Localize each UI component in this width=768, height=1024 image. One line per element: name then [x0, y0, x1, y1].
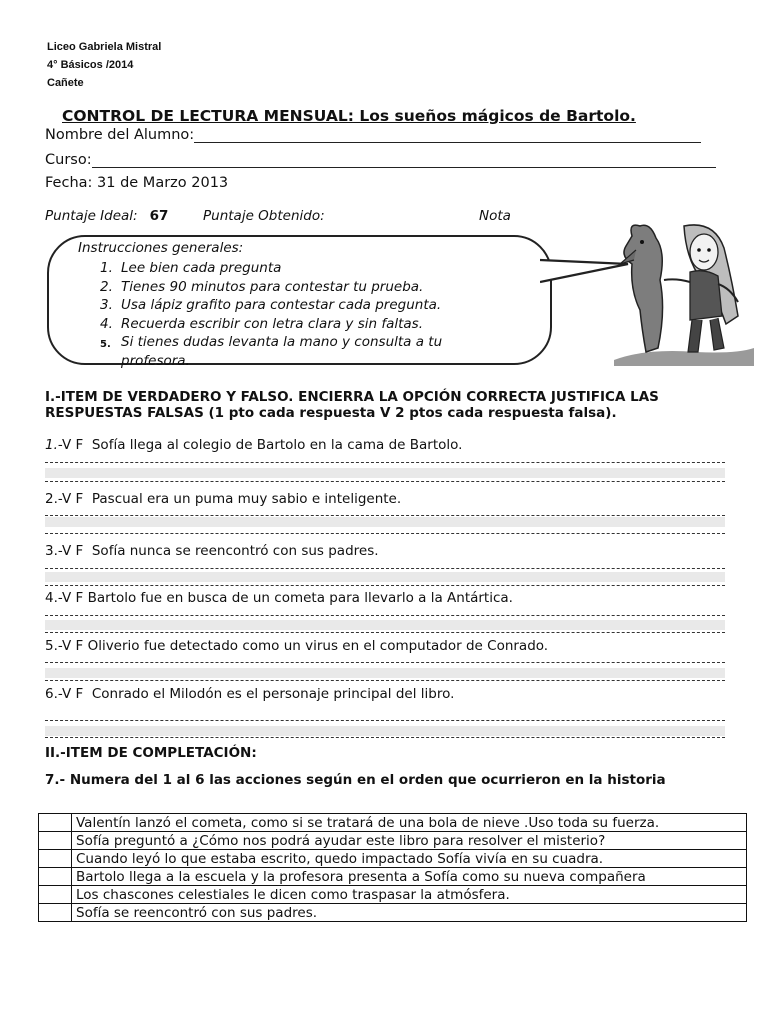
- section1-heading: I.-ITEM DE VERDADERO Y FALSO. ENCIERRA LA OPCIÓN CORRECTA JUSTIFICA LAS RESPUESTAS FALSAS (1 pto cada respuesta V 2 ptos cada respuesta falsa).: [45, 389, 659, 421]
- tf-item-2: [45, 491, 401, 507]
- table-row: [39, 904, 747, 922]
- item-number: 6.: [45, 686, 58, 702]
- tf-item-5: [45, 638, 548, 654]
- cartoon-illustration: [606, 220, 756, 370]
- item-number: 1.: [45, 437, 58, 453]
- true-false-options[interactable]: -V F: [57, 590, 84, 606]
- answer-line: [45, 585, 725, 586]
- instruction-number: 5.: [100, 339, 111, 350]
- instruction-item: [100, 296, 491, 315]
- event-text: Bartolo llega a la escuela y la profesora presenta a Sofía como su nueva compañera: [72, 868, 747, 886]
- ideal-score-label: Puntaje Ideal:: [45, 208, 138, 224]
- order-number-cell[interactable]: [39, 814, 72, 832]
- answer-shade: [45, 620, 725, 630]
- answer-line: [45, 737, 725, 738]
- section2-heading: II.-ITEM DE COMPLETACIÓN:: [45, 745, 257, 761]
- answer-line: [45, 632, 725, 633]
- order-number-cell[interactable]: [39, 832, 72, 850]
- table-row: [39, 850, 747, 868]
- event-text: Los chascones celestiales le dicen como traspasar la atmósfera.: [72, 886, 747, 904]
- course-blank: [92, 153, 716, 168]
- event-text: Sofía preguntó a ¿Cómo nos podrá ayudar este libro para resolver el misterio?: [72, 832, 747, 850]
- instruction-number: 4.: [100, 315, 113, 332]
- answer-shade: [45, 668, 725, 678]
- item-number: 5.: [45, 638, 58, 654]
- obtained-score-label: Puntaje Obtenido:: [203, 208, 325, 224]
- section2-question: 7.- Numera del 1 al 6 las acciones según en el orden que ocurrieron en la historia: [45, 772, 666, 788]
- true-false-options[interactable]: -V F: [57, 491, 84, 507]
- order-number-cell[interactable]: [39, 886, 72, 904]
- course-label: Curso:: [45, 152, 92, 168]
- answer-line: [45, 515, 725, 516]
- instruction-item: [100, 333, 491, 370]
- order-number-cell[interactable]: [39, 850, 72, 868]
- answer-shade: [45, 517, 725, 527]
- true-false-options[interactable]: -V F: [57, 543, 84, 559]
- item-statement: Sofía nunca se reencontró con sus padres.: [91, 543, 379, 559]
- grade-label: 4° Básicos /2014: [47, 59, 134, 71]
- grade-label-nota: Nota: [479, 208, 511, 224]
- answer-line: [45, 462, 725, 463]
- answer-line: [45, 533, 725, 534]
- ideal-score-value: 67: [149, 208, 169, 224]
- date-label: Fecha: 31 de Marzo 2013: [45, 175, 229, 191]
- true-false-options[interactable]: -V F: [57, 638, 84, 654]
- page-title: CONTROL DE LECTURA MENSUAL: Los sueños mágicos de Bartolo.: [62, 107, 636, 125]
- true-false-options[interactable]: -V F: [57, 437, 84, 453]
- table-row: [39, 814, 747, 832]
- item-statement: Oliverio fue detectado como un virus en el computador de Conrado.: [87, 638, 549, 654]
- instruction-text: Usa lápiz grafito para contestar cada pregunta.: [121, 297, 442, 313]
- city-label: Cañete: [47, 77, 84, 89]
- name-field: [45, 127, 701, 143]
- instruction-text: Tienes 90 minutos para contestar tu prueba.: [121, 278, 424, 295]
- order-number-cell[interactable]: [39, 904, 72, 922]
- name-blank: [194, 128, 701, 143]
- ideal-score: [45, 208, 168, 224]
- instruction-item: [100, 259, 491, 278]
- course-field: [45, 152, 716, 168]
- item-number: 3.: [45, 543, 58, 559]
- item-statement: Pascual era un puma muy sabio e inteligente.: [91, 491, 402, 507]
- answer-line: [45, 615, 725, 616]
- instruction-item: [100, 278, 491, 297]
- table-row: [39, 832, 747, 850]
- answer-shade: [45, 468, 725, 478]
- tf-item-1: [45, 437, 462, 453]
- tf-item-3: [45, 543, 379, 559]
- event-text: Valentín lanzó el cometa, como si se tratará de una bola de nieve .Uso toda su fuerza.: [72, 814, 747, 832]
- instruction-number: 2.: [100, 278, 113, 295]
- instruction-number: 3.: [100, 297, 113, 313]
- answer-line: [45, 680, 725, 681]
- answer-line: [45, 662, 725, 663]
- instruction-text: Lee bien cada pregunta: [121, 260, 282, 276]
- instruction-text: Si tienes dudas levanta la mano y consulta a tu profesora.: [121, 334, 443, 369]
- tf-item-4: [45, 590, 513, 606]
- instruction-item: [100, 315, 491, 334]
- instruction-number: 1.: [100, 260, 113, 276]
- event-text: Sofía se reencontró con sus padres.: [72, 904, 747, 922]
- item-number: 2.: [45, 491, 58, 507]
- item-statement: Sofía llega al colegio de Bartolo en la cama de Bartolo.: [91, 437, 463, 453]
- tf-item-6: [45, 686, 454, 702]
- school-name: Liceo Gabriela Mistral: [47, 41, 162, 53]
- instructions-title: Instrucciones generales:: [78, 240, 244, 256]
- answer-line: [45, 568, 725, 569]
- ordering-table: [38, 813, 747, 922]
- school-header: [47, 38, 161, 92]
- item-statement: Conrado el Milodón es el personaje principal del libro.: [91, 686, 455, 702]
- answer-shade: [45, 572, 725, 582]
- event-text: Cuando leyó lo que estaba escrito, quedo impactado Sofía vivía en su cuadra.: [72, 850, 747, 868]
- instructions-list: [100, 259, 491, 370]
- instruction-text: Recuerda escribir con letra clara y sin faltas.: [121, 315, 424, 332]
- item-number: 4.: [45, 590, 58, 606]
- item-statement: Bartolo fue en busca de un cometa para llevarlo a la Antártica.: [87, 590, 513, 606]
- name-label: Nombre del Alumno:: [45, 127, 195, 143]
- table-row: [39, 886, 747, 904]
- order-number-cell[interactable]: [39, 868, 72, 886]
- table-row: [39, 868, 747, 886]
- answer-line: [45, 481, 725, 482]
- answer-shade: [45, 726, 725, 736]
- answer-line: [45, 720, 725, 721]
- true-false-options[interactable]: -V F: [57, 686, 84, 702]
